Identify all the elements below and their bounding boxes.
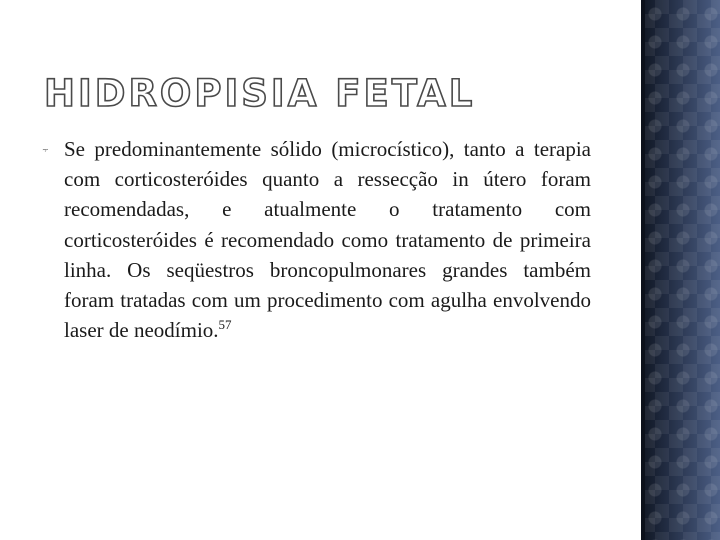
bullet-icon bbox=[36, 134, 56, 164]
reference-superscript: 57 bbox=[218, 317, 232, 333]
bullet-text bbox=[64, 134, 591, 345]
slide-title: HIDROPISIA FETAL bbox=[44, 72, 476, 115]
bullet-item bbox=[36, 134, 596, 345]
side-panel-edge bbox=[641, 0, 645, 540]
svg-text:⸟: ⸟ bbox=[42, 145, 49, 154]
decorative-side-panel bbox=[641, 0, 720, 540]
slide-content bbox=[36, 134, 596, 345]
bullet-text-body: Se predominantemente sólido (microcístico), tanto a terapia com corticosteróides quanto a ressecção in útero foram recomendadas, e atualmente o tratamento com corticosteróides é recomendado como tratamento de primeira linha. Os seqüestros broncopulmonares grandes também foram tratadas com um procedimento com agulha envolvendo laser de neodímio. bbox=[64, 137, 591, 343]
